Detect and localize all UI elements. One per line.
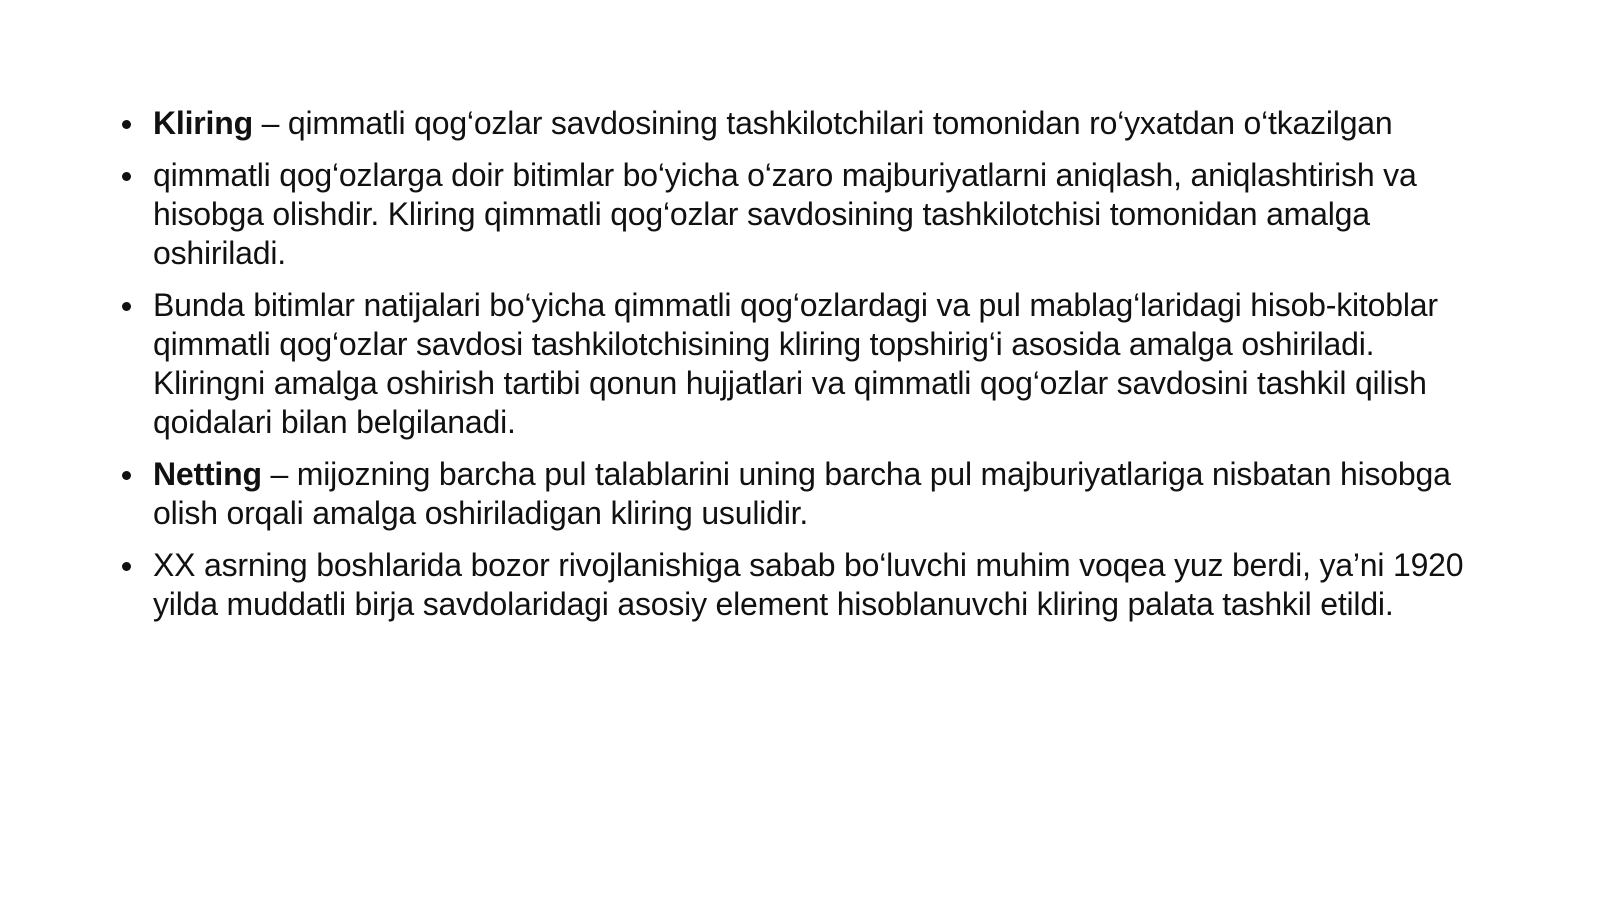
bullet-dot-icon: [122, 562, 131, 571]
bullet-text: – qimmatli qog‘ozlar savdosining tashkilotchilari tomonidan ro‘yxatdan o‘tkazilgan: [252, 105, 1393, 141]
bullet-dot-icon: [122, 172, 131, 181]
bullet-list: [120, 104, 1480, 637]
bullet-term: Netting: [153, 456, 262, 492]
bullet-text: – mijozning barcha pul talablarini uning barcha pul majburiyatlariga nisbatan hisobga olish orqali amalga oshiriladigan kliring usulidir.: [153, 456, 1451, 531]
bullet-dot-icon: [122, 471, 131, 480]
bullet-term: Kliring: [153, 105, 253, 141]
bullet-item-kliring-scope: [120, 156, 1480, 273]
bullet-item-settlements: [120, 286, 1480, 442]
bullet-item-kliring-definition: [120, 104, 1480, 143]
bullet-dot-icon: [122, 302, 131, 311]
bullet-text: XX asrning boshlarida bozor rivojlanishiga sabab bo‘luvchi muhim voqea yuz berdi, ya’ni 1920 yilda muddatli birja savdolaridagi asosiy element hisoblanuvchi kliring palata tashkil etildi.: [153, 547, 1464, 622]
bullet-item-history: [120, 546, 1480, 624]
bullet-item-netting-definition: [120, 455, 1480, 533]
bullet-dot-icon: [122, 120, 131, 129]
bullet-text: Bunda bitimlar natijalari bo‘yicha qimmatli qog‘ozlardagi va pul mablag‘laridagi hisob-kitoblar qimmatli qog‘ozlar savdosi tashkilotchisining kliring topshirig‘i asosida amalga oshiriladi. Kliringni amalga oshirish tartibi qonun hujjatlari va qimmatli qog‘ozlar savdosini tashkil qilish qoidalari bilan belgilanadi.: [153, 287, 1438, 440]
bullet-text: qimmatli qog‘ozlarga doir bitimlar bo‘yicha o‘zaro majburiyatlarni aniqlash, aniqlashtirish va hisobga olishdir. Kliring qimmatli qog‘ozlar savdosining tashkilotchisi tomonidan amalga oshiriladi.: [153, 157, 1417, 271]
